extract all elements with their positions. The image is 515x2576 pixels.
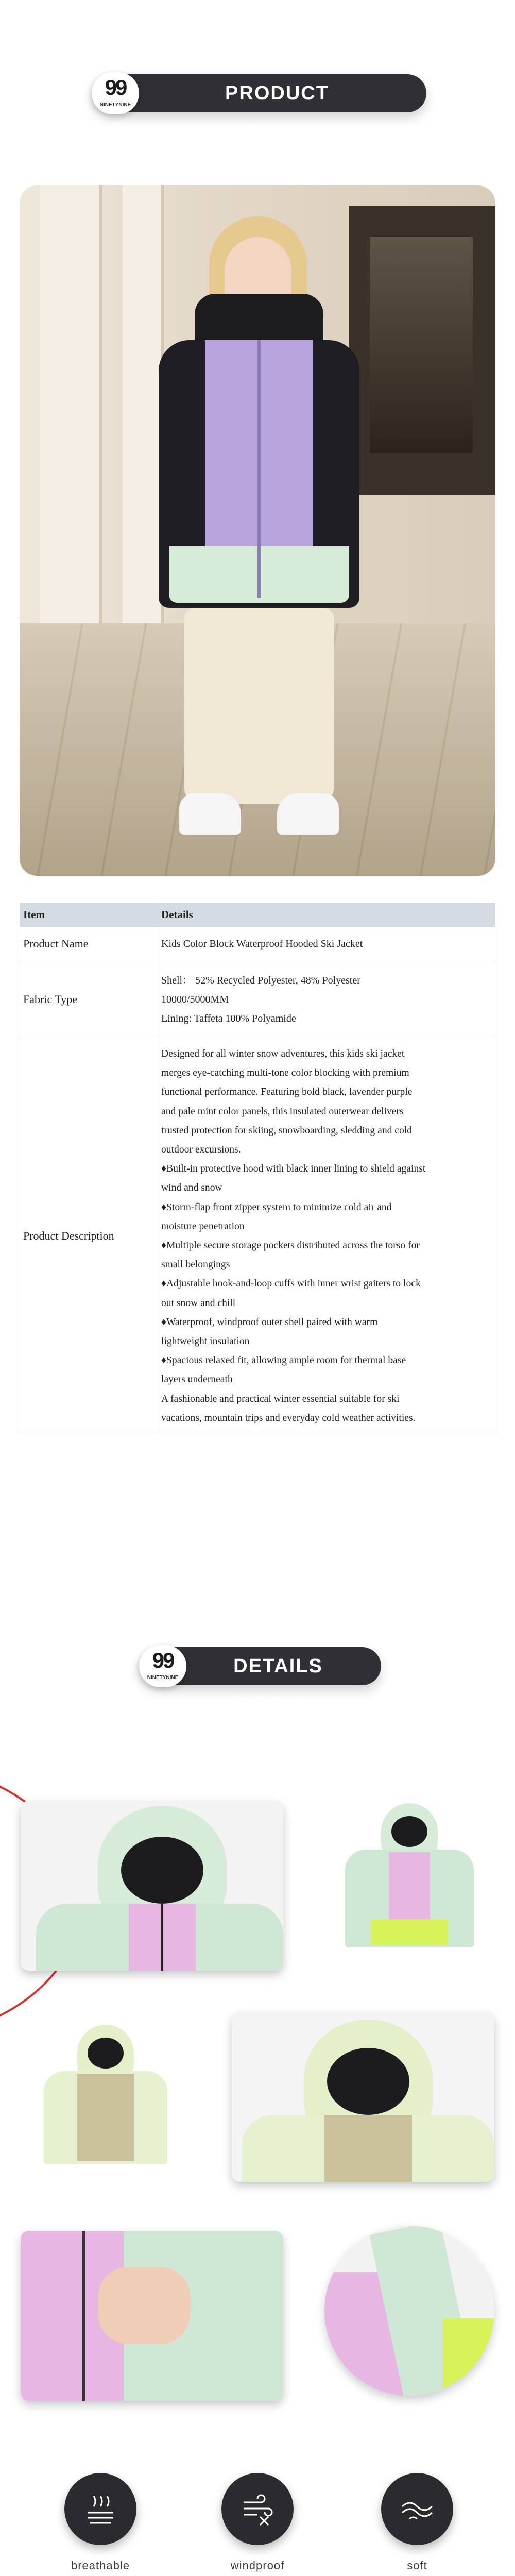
child-model bbox=[138, 216, 380, 855]
details-title: DETAILS DISPLAY bbox=[233, 1655, 323, 1715]
hood-inner-lining bbox=[88, 2038, 124, 2069]
description-line: ♦Multiple secure storage pockets distributed across the torso for bbox=[161, 1240, 420, 1251]
fabric-type-value bbox=[157, 961, 495, 1038]
fabric-line: Shell： 52% Recycled Polyester, 48% Polyester bbox=[161, 974, 360, 986]
description-line: functional performance. Featuring bold black, lavender purple bbox=[161, 1087, 413, 1098]
product-description-label: Product Description bbox=[20, 1038, 157, 1434]
logo-number: 99 bbox=[152, 1648, 174, 1672]
fabric-lime-panel bbox=[443, 2318, 494, 2396]
jacket-center-panel bbox=[77, 2074, 134, 2161]
hero-photo bbox=[20, 185, 495, 876]
detail-image-jacket-variant bbox=[41, 2025, 170, 2169]
fabric-type-label: Fabric Type bbox=[20, 961, 157, 1038]
model-shoe-right bbox=[277, 793, 339, 835]
description-line: out snow and chill bbox=[161, 1297, 236, 1309]
description-line: moisture penetration bbox=[161, 1221, 245, 1232]
product-name-value: Kids Color Block Waterproof Hooded Ski Jacket bbox=[157, 927, 495, 961]
jacket-hem-panel bbox=[371, 1919, 448, 1945]
table-row bbox=[20, 961, 495, 1038]
description-line: and pale mint color panels, this insulated outerwear delivers bbox=[161, 1106, 404, 1117]
feature-windproof bbox=[201, 2473, 314, 2573]
jacket-center-panel bbox=[324, 2115, 412, 2182]
spec-header-row bbox=[20, 903, 495, 927]
detail-image-pocket-closeup bbox=[21, 2231, 283, 2401]
feature-breathable bbox=[44, 2473, 157, 2573]
header-details: Details bbox=[157, 903, 495, 927]
description-line: vacations, mountain trips and everyday cold weather activities. bbox=[161, 1412, 416, 1423]
jacket-chest-panel bbox=[389, 1852, 430, 1919]
hand bbox=[98, 2267, 191, 2344]
logo-number: 99 bbox=[105, 75, 126, 99]
details-header bbox=[0, 1647, 515, 1715]
description-line: layers underneath bbox=[161, 1374, 233, 1385]
brand-logo bbox=[139, 1645, 186, 1687]
details-title-pill bbox=[139, 1647, 381, 1715]
description-line: wind and snow bbox=[161, 1182, 222, 1194]
fabric-line: 10000/5000MM bbox=[161, 993, 229, 1005]
detail-image-cuff-closeup bbox=[324, 2226, 494, 2396]
feature-soft bbox=[360, 2473, 474, 2573]
intro-title-pill bbox=[92, 74, 426, 142]
description-line: Designed for all winter snow adventures, this kids ski jacket bbox=[161, 1048, 405, 1059]
description-line: lightweight insulation bbox=[161, 1336, 250, 1347]
breathable-icon bbox=[64, 2473, 136, 2545]
intro-header bbox=[0, 74, 515, 142]
table-row bbox=[20, 1038, 495, 1434]
description-line: ♦Storm-flap front zipper system to minimize cold air and bbox=[161, 1201, 392, 1213]
spec-table bbox=[20, 903, 495, 1434]
header-item: Item bbox=[20, 903, 157, 927]
product-description-value bbox=[157, 1038, 495, 1434]
windproof-icon bbox=[221, 2473, 294, 2545]
description-line: small belongings bbox=[161, 1259, 230, 1270]
photo-column bbox=[40, 185, 102, 623]
description-line: A fashionable and practical winter essential suitable for ski bbox=[161, 1393, 400, 1404]
hood-inner-lining bbox=[121, 1837, 203, 1904]
zipper-line bbox=[161, 1904, 163, 1971]
logo-word: NINETYNINE bbox=[99, 102, 131, 108]
feature-label: breathable bbox=[71, 2559, 130, 2572]
model-pants bbox=[184, 608, 334, 804]
description-line: ♦Waterproof, windproof outer shell paired with warm bbox=[161, 1316, 378, 1328]
zipper-line bbox=[82, 2231, 85, 2401]
description-line: ♦Spacious relaxed fit, allowing ample room for thermal base bbox=[161, 1355, 406, 1366]
soft-icon bbox=[381, 2473, 453, 2545]
detail-image-hood-variant bbox=[232, 2012, 494, 2182]
hood-inner-lining bbox=[327, 2048, 409, 2115]
photo-window bbox=[370, 237, 473, 453]
description-line: trusted protection for skiing, snowboarding, sledding and cold bbox=[161, 1125, 413, 1136]
fabric-line: Lining: Taffeta 100% Polyamide bbox=[161, 1012, 296, 1024]
detail-image-jacket-front bbox=[340, 1803, 479, 1953]
intro-title: PRODUCT INTRODUCTION bbox=[196, 82, 358, 142]
description-line: outdoor excursions. bbox=[161, 1144, 241, 1156]
feature-label: soft bbox=[407, 2559, 427, 2572]
brand-logo bbox=[92, 72, 139, 114]
logo-word: NINETYNINE bbox=[147, 1675, 179, 1681]
hood-inner-lining bbox=[391, 1816, 427, 1847]
table-row bbox=[20, 927, 495, 961]
detail-image-hood-closeup bbox=[21, 1801, 283, 1971]
model-shoe-left bbox=[179, 793, 241, 835]
description-line: ♦Adjustable hook-and-loop cuffs with inner wrist gaiters to lock bbox=[161, 1278, 421, 1290]
feature-label: windproof bbox=[230, 2559, 285, 2572]
product-name-label: Product Name bbox=[20, 927, 157, 961]
description-line: ♦Built-in protective hood with black inner lining to shield against bbox=[161, 1163, 426, 1175]
jacket-zipper bbox=[258, 340, 261, 598]
description-line: merges eye-catching multi-tone color blocking with premium bbox=[161, 1067, 409, 1079]
